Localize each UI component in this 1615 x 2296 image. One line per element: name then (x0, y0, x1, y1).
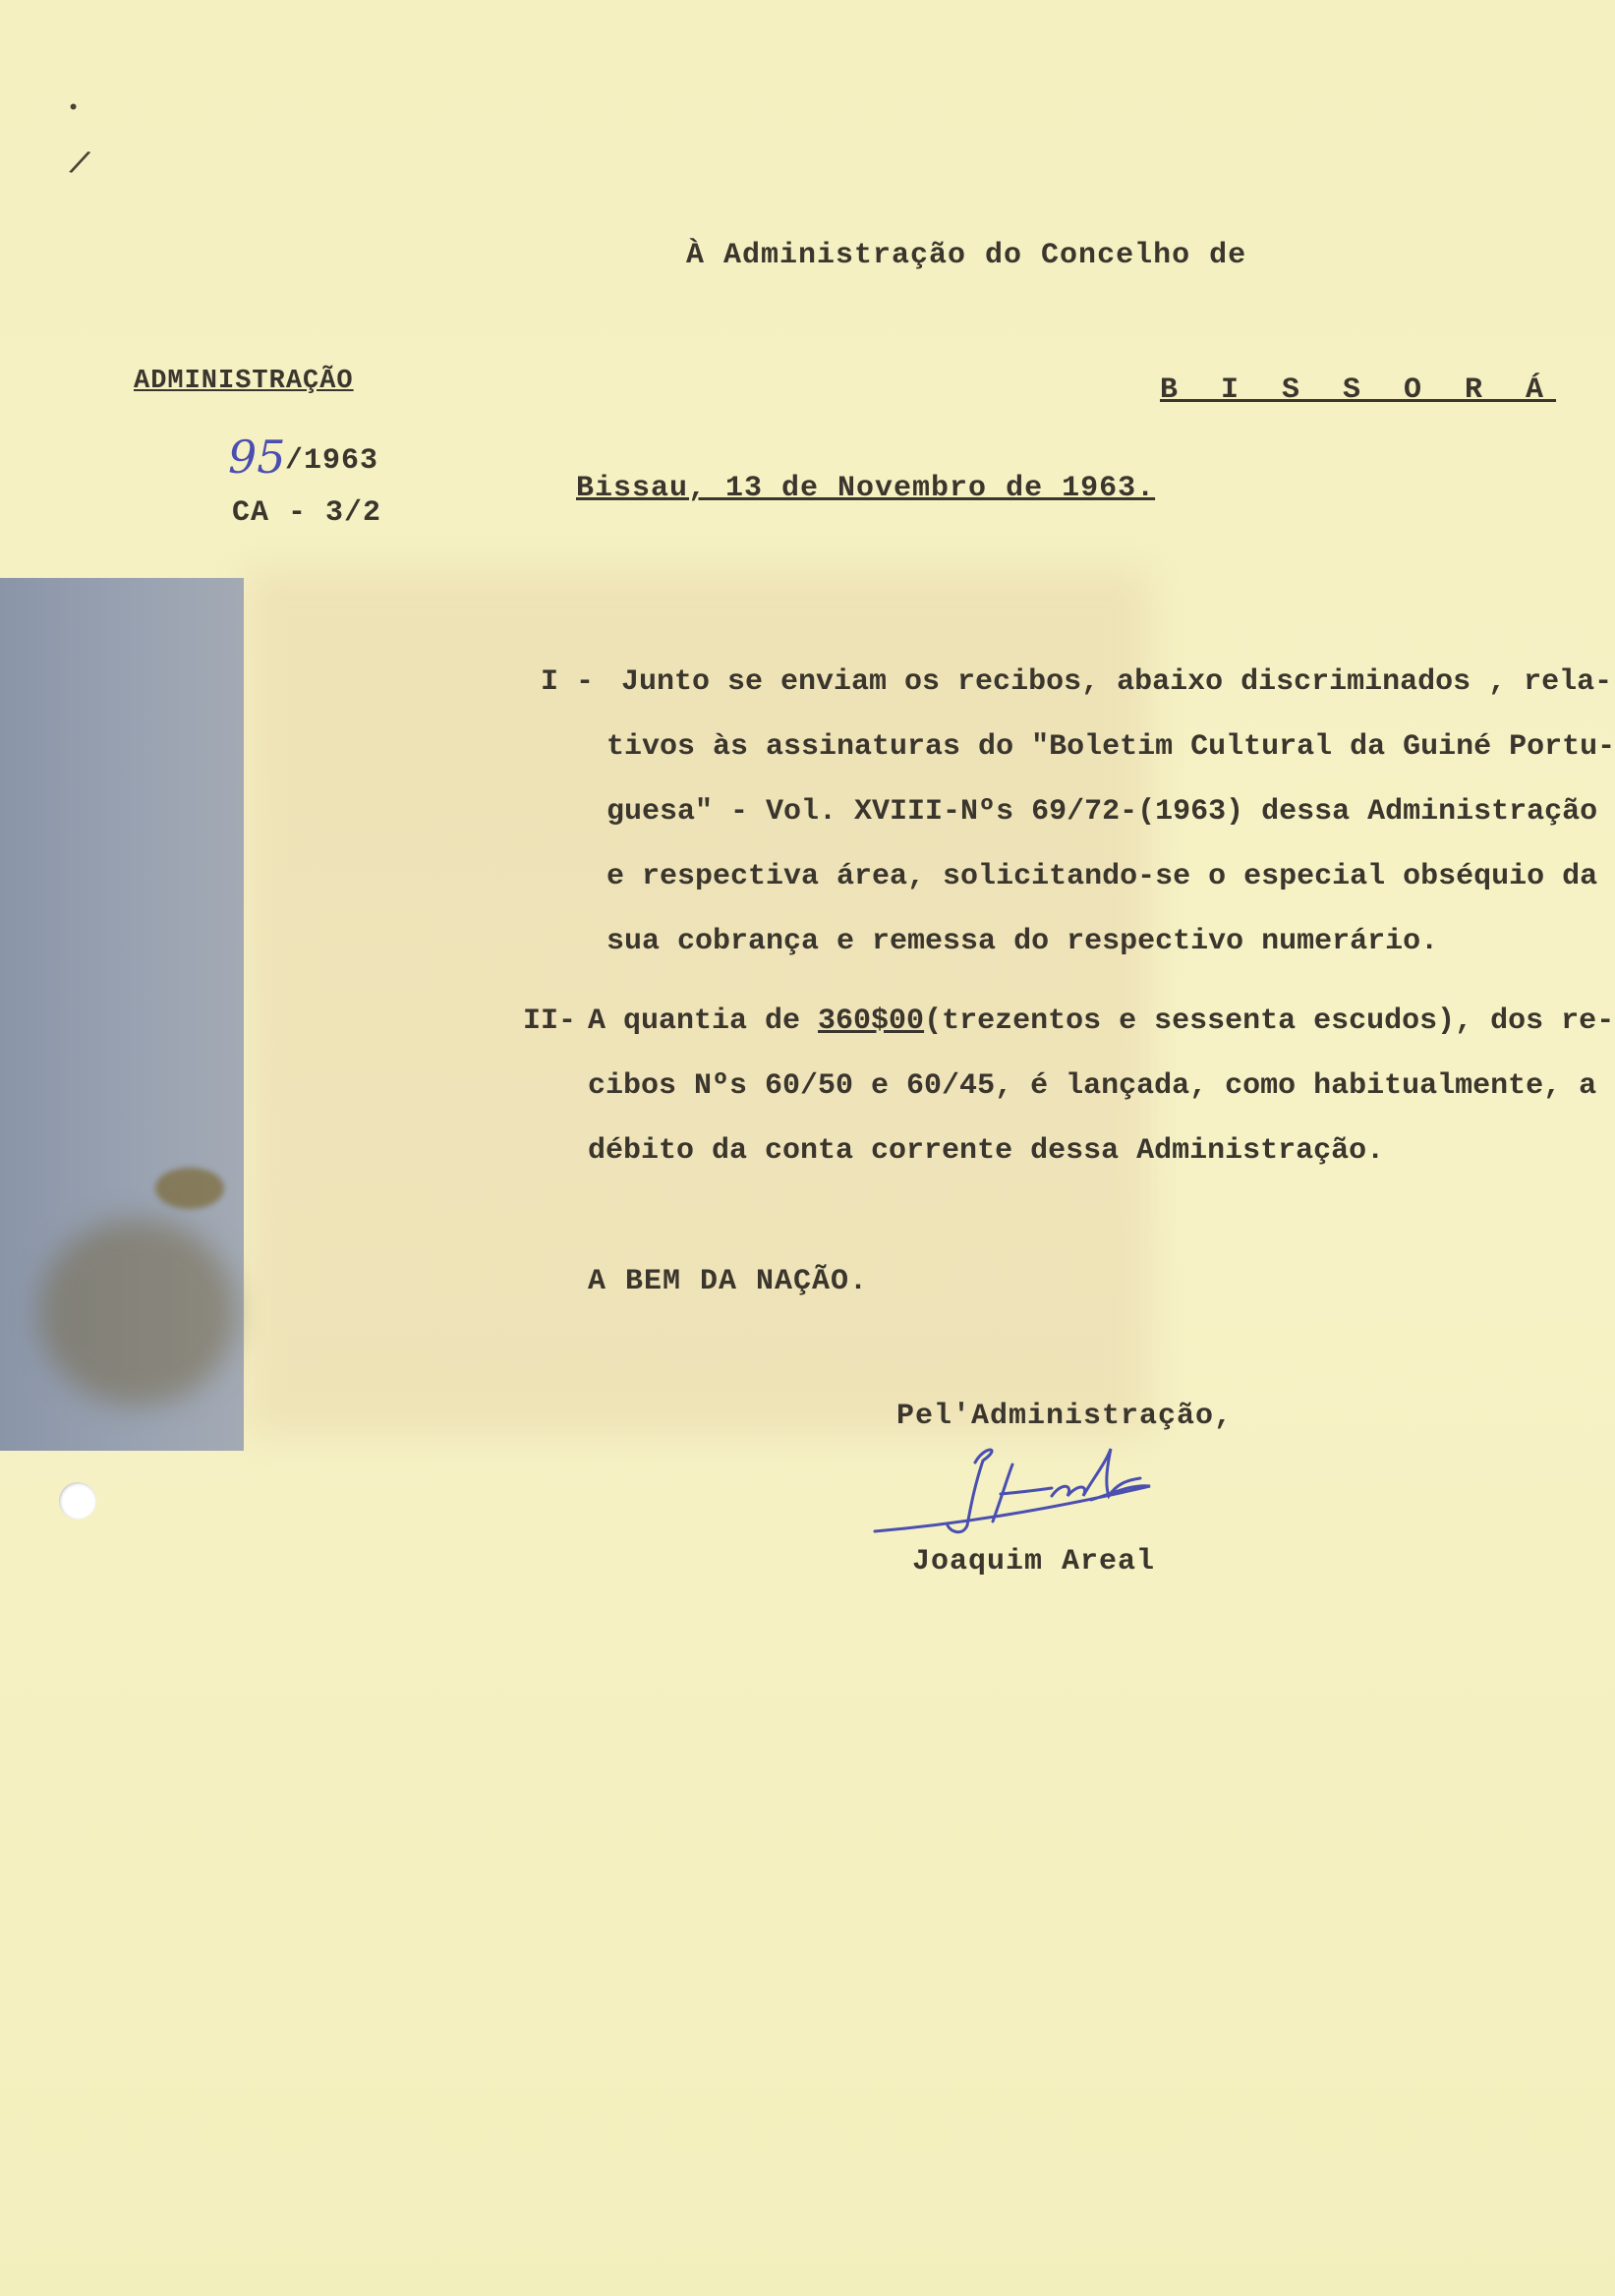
water-stain (39, 1219, 236, 1406)
margin-mark-stroke: / (64, 145, 93, 187)
paragraph-2-suffix: (trezentos e sessenta escudos), dos re- (924, 1004, 1615, 1038)
date-line: Bissau, 13 de Novembro de 1963. (576, 472, 1156, 505)
paragraph-1-line: e respectiva área, solicitando-se o especial obséquio da (606, 860, 1598, 893)
addressee-line: À Administração do Concelho de (686, 239, 1247, 272)
paragraph-2-first-line (588, 1004, 1614, 1038)
handwritten-reference-number: 95 (228, 430, 286, 484)
signer-name: Joaquim Areal (912, 1545, 1156, 1578)
paragraph-1-line: sua cobrança e remessa do respectivo numerário. (606, 925, 1439, 958)
paragraph-1-line: Junto se enviam os recibos, abaixo discriminados , rela- (621, 665, 1613, 699)
paragraph-2-marker: II- (523, 1004, 577, 1038)
paragraph-2-line: débito da conta corrente dessa Administração. (588, 1134, 1385, 1168)
paper-shade (246, 570, 1150, 1435)
paragraph-1-line: guesa" - Vol. XVIII-Nºs 69/72-(1963) dessa Administração (606, 795, 1598, 829)
ink-blot (155, 1168, 224, 1209)
handwritten-signature (865, 1435, 1170, 1553)
reference-code: CA - 3/2 (232, 496, 382, 530)
paragraph-1-line: tivos às assinaturas do "Boletim Cultural da Guiné Portu- (606, 730, 1615, 764)
sender-office: ADMINISTRAÇÃO (134, 367, 354, 396)
paragraph-1-marker: I - (541, 665, 595, 699)
amount: 360$00 (818, 1004, 925, 1038)
reference-year: /1963 (285, 444, 379, 478)
punch-hole (59, 1482, 96, 1520)
margin-mark-dot: • (67, 96, 81, 121)
signoff-line: Pel'Administração, (896, 1400, 1234, 1433)
closing-salutation: A BEM DA NAÇÃO. (588, 1265, 869, 1298)
paragraph-2-prefix: A quantia de (588, 1004, 819, 1038)
place-name: B I S S O R Á (1160, 373, 1557, 407)
paragraph-2-line: cibos Nºs 60/50 e 60/45, é lançada, como habitualmente, a (588, 1069, 1597, 1103)
